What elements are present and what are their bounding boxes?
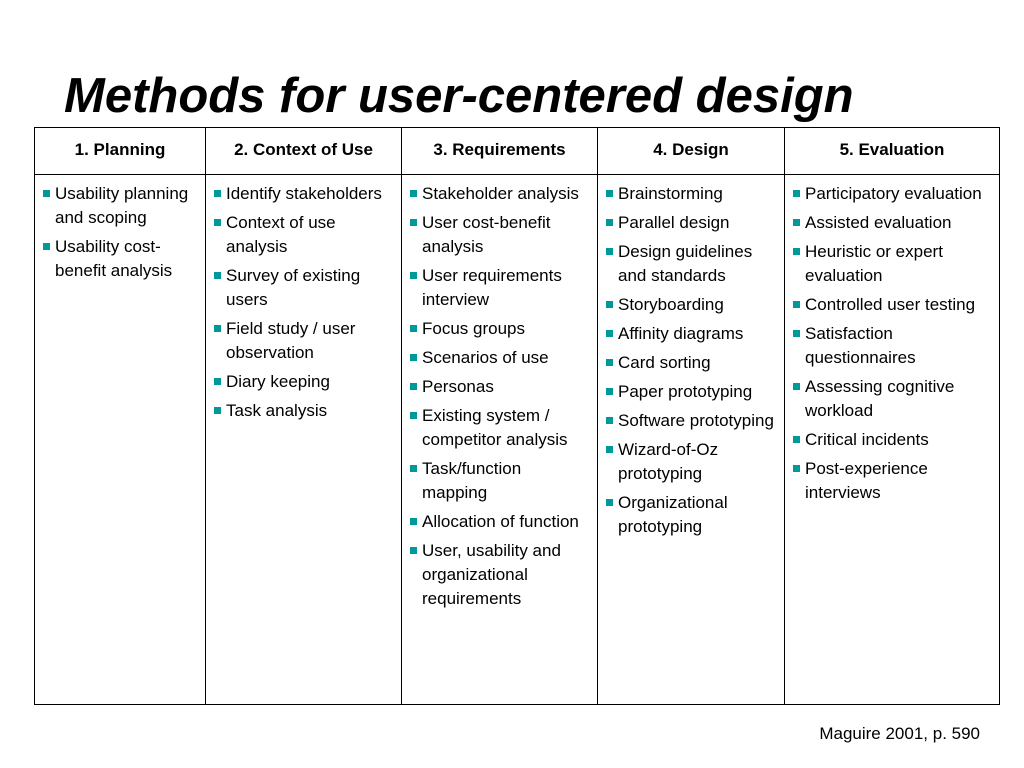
method-item [410,539,591,611]
square-bullet-icon [606,446,613,453]
method-item [43,235,199,283]
square-bullet-icon [214,190,221,197]
method-item [606,293,778,317]
method-item [606,351,778,375]
method-item [410,346,591,370]
method-item-label: Usability cost-benefit analysis [55,237,173,280]
method-item [214,370,395,394]
square-bullet-icon [410,354,417,361]
square-bullet-icon [606,417,613,424]
square-bullet-icon [606,499,613,506]
method-item-label: Personas [422,377,494,396]
method-item-label: Software prototyping [618,411,774,430]
method-item-label: Assessing cognitive workload [805,377,955,420]
method-item-label: Post-experience interviews [805,459,928,502]
method-item-label: Context of use analysis [226,213,336,256]
evaluation-cell [785,175,1000,705]
method-item-label: Focus groups [422,319,525,338]
methods-row [35,175,1000,705]
citation: Maguire 2001, p. 590 [819,724,980,743]
method-item [606,182,778,206]
square-bullet-icon [214,407,221,414]
method-item [410,404,591,452]
square-bullet-icon [606,301,613,308]
requirements-method-list [410,182,591,611]
method-item-label: Affinity diagrams [618,324,744,343]
method-item [793,211,993,235]
slide-title: Methods for user-centered design [64,69,854,123]
square-bullet-icon [606,219,613,226]
method-item-label: Identify stakeholders [226,184,382,203]
method-item-label: Controlled user testing [805,295,976,314]
method-item [410,211,591,259]
square-bullet-icon [410,272,417,279]
method-item-label: Participatory evaluation [805,184,982,203]
method-item-label: Diary keeping [226,372,330,391]
column-header-design: 4. Design [598,128,785,175]
method-item [410,510,591,534]
method-item-label: Task analysis [226,401,328,420]
method-item [410,317,591,341]
method-item-label: Field study / user observation [226,319,356,362]
square-bullet-icon [214,219,221,226]
method-item [793,322,993,370]
square-bullet-icon [410,219,417,226]
method-item-label: Allocation of function [422,512,579,531]
method-item [606,409,778,433]
square-bullet-icon [606,248,613,255]
column-header-requirements: 3. Requirements [402,128,598,175]
method-item-label: Existing system / competitor analysis [422,406,568,449]
method-item-label: Satisfaction questionnaires [805,324,916,367]
method-item-label: Organizational prototyping [618,493,728,536]
square-bullet-icon [410,325,417,332]
context-of-use-cell [206,175,402,705]
method-item [410,375,591,399]
square-bullet-icon [410,547,417,554]
square-bullet-icon [793,436,800,443]
square-bullet-icon [214,378,221,385]
method-item [606,380,778,404]
square-bullet-icon [606,190,613,197]
method-item [214,182,395,206]
design-method-list [606,182,778,539]
method-item-label: User, usability and organizational requirements [422,541,561,608]
square-bullet-icon [793,248,800,255]
column-header-planning: 1. Planning [35,128,206,175]
method-item [214,264,395,312]
method-item [793,240,993,288]
context-of-use-method-list [214,182,395,423]
square-bullet-icon [43,190,50,197]
method-item [606,211,778,235]
column-header-evaluation: 5. Evaluation [785,128,1000,175]
method-item [793,182,993,206]
method-item [606,491,778,539]
square-bullet-icon [410,518,417,525]
square-bullet-icon [410,412,417,419]
method-item [214,211,395,259]
square-bullet-icon [214,325,221,332]
square-bullet-icon [606,359,613,366]
method-item [410,264,591,312]
method-item [214,317,395,365]
method-item-label: User cost-benefit analysis [422,213,551,256]
method-item [606,438,778,486]
method-item [43,182,199,230]
method-item [214,399,395,423]
method-item-label: Wizard-of-Oz prototyping [618,440,719,483]
header-row [35,128,1000,175]
square-bullet-icon [793,465,800,472]
design-cell [598,175,785,705]
method-item-label: Scenarios of use [422,348,549,367]
method-item-label: Brainstorming [618,184,723,203]
method-item-label: Paper prototyping [618,382,753,401]
method-item-label: User requirements interview [422,266,562,309]
method-item-label: Heuristic or expert evaluation [805,242,943,285]
method-item [606,240,778,288]
method-item-label: Task/function mapping [422,459,522,502]
square-bullet-icon [410,383,417,390]
square-bullet-icon [606,388,613,395]
square-bullet-icon [410,465,417,472]
square-bullet-icon [606,330,613,337]
method-item [793,457,993,505]
method-item-label: Critical incidents [805,430,929,449]
methods-table [34,127,1000,705]
method-item-label: Survey of existing users [226,266,361,309]
method-item-label: Assisted evaluation [805,213,952,232]
square-bullet-icon [793,219,800,226]
square-bullet-icon [793,301,800,308]
planning-cell [35,175,206,705]
method-item-label: Storyboarding [618,295,724,314]
square-bullet-icon [410,190,417,197]
method-item [410,182,591,206]
square-bullet-icon [43,243,50,250]
method-item-label: Stakeholder analysis [422,184,579,203]
method-item [793,293,993,317]
method-item-label: Design guidelines and standards [618,242,753,285]
method-item [793,375,993,423]
planning-method-list [43,182,199,283]
square-bullet-icon [214,272,221,279]
square-bullet-icon [793,330,800,337]
square-bullet-icon [793,383,800,390]
method-item [410,457,591,505]
square-bullet-icon [793,190,800,197]
method-item-label: Usability planning and scoping [55,184,189,227]
method-item-label: Parallel design [618,213,730,232]
column-header-context-of-use: 2. Context of Use [206,128,402,175]
method-item [793,428,993,452]
evaluation-method-list [793,182,993,505]
requirements-cell [402,175,598,705]
method-item-label: Card sorting [618,353,711,372]
method-item [606,322,778,346]
